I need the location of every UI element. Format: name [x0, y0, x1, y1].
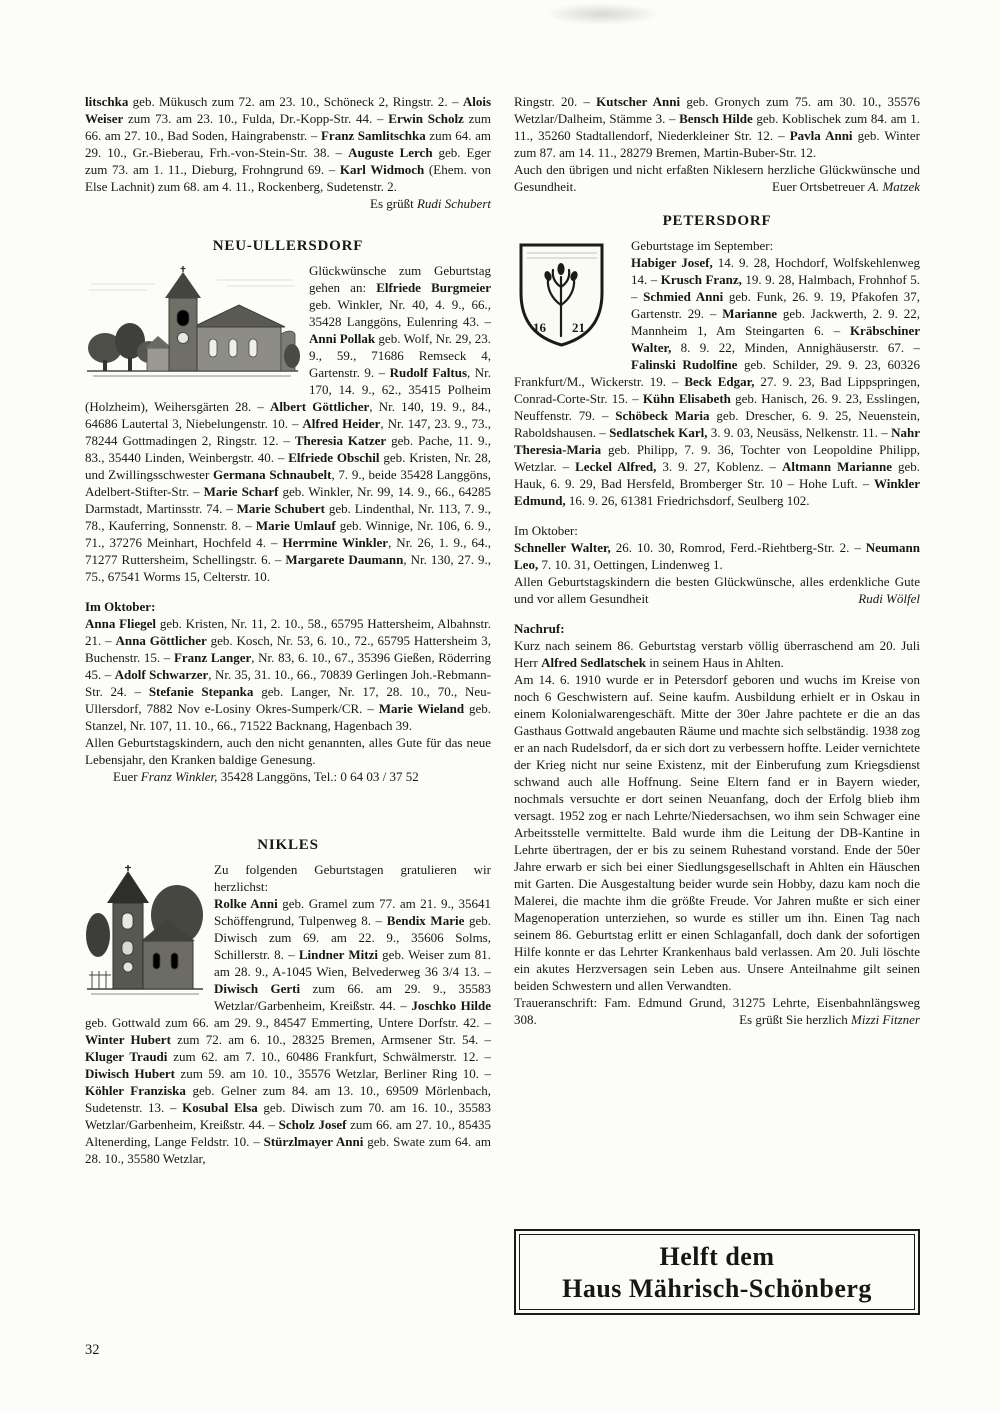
nachruf-paragraph-2: Am 14. 6. 1910 wurde er in Petersdorf geboren und wuchs im Kreise von noch 6 Geschwistern auf. Seine kaufm. Ausbildung erhielt er in Oskau in einem Kolonialwarengeschäft. Mitte der 30er Jahre pachtete er die an das Gasthaus Gottwald angebauten Räume und machte sich selbständig. 1938 zog er an nach Rudelsdorf, da er sich dort zu verbessern hoffte. Leider vernichtete der Krieg nicht nur seine Existenz, mit der Einberufung zum Kriegsdienst schwand auch alle Hoffnung. Seine Eltern fand er in Bayern wieder, nochmals versuchte er dort seinen Neuanfang, doch der Erfolg blieb ihm versagt. 1952 zog er nach Lehrte/Niedersachsen, wo ihm sein Schwager eine Arbeitsstelle vermittelte. Bald wurde ihm die Leitung der DB-Kantine in Lehrte übertragen, der er bis zu seinem Ruhestand vorstand. Ende der 50er Jahre erwarb er sich bei einer Siedlungsgesellschaft in Ahlten ein Häuschen mit Garten. Die Ausgestaltung beider wurde sein Hobby, dazu kam noch die Malerei, die machte ihm die größte Freude. Vor Jahren mußte er sich einer Magenoperation unterziehen, so wurde es stiller um ihn. Einen Tag nach seinem 86. Geburtstag erlitt er einen Schlaganfall, doch dank der sofortigen Hilfe konnte er das Lehrter Krankenhaus bald verlassen. Am 20. Juli löschte ein akutes Herzversagen sein Leben aus. Unsere Anteilnahme gilt seinen beiden Schwestern und allen Verwandten.	[514, 672, 920, 993]
section-title-neu-ullersdorf: NEU-ULLERSDORF	[212, 238, 364, 254]
nikles-church-image	[85, 863, 205, 1002]
petersdorf-signature: Rudi Wölfel	[858, 591, 920, 606]
petersdorf-september-list: Habiger Josef, 14. 9. 28, Hochdorf, Wolfskehlenweg 14. – Krusch Franz, 19. 9. 28, Halmbach, Frohnhof 5. – Schmied Anni geb. Funk, 26. 9. 19, Pfakofen 37, Gartenstr. 29. – Marianne geb. Jackwerth, 2. 9. 22, Mannheim 1, Am Steingarten 6. – Kräbschiner Walter, 8. 9. 22, Minden, Annighäuserstr. 67. – Falinski Rudolfine geb. Schilder, 29. 9. 23, 60326 Frankfurt/M., Wickerstr. 19. – Beck Edgar, 27. 9. 23, Bad Lippspringen, Conrad-Corte-Str. 15. – Kühn Elisabeth geb. Hanisch, 26. 9. 23, Esslingen, Neuffenstr. 79. – Schöbeck Maria geb. Drescher, 6. 9. 25, Neuenstein, Raboldshausen. – Sedlatschek Karl, 3. 9. 03, Neusäss, Nelkenstr. 11. – Nahr Theresia-Maria geb. Philipp, 7. 9. 36, Tochter von Leopoldine Philipp, Wetzlar. – Leckel Alfred, 3. 9. 27, Koblenz. – Altmann Marianne geb. Hauk, 6. 9. 29, Bad Hersfeld, Bromberger Str. 10 – Hohe Luft. – Winkler Edmund, 16. 9. 26, 61381 Friedrichsdorf, Seulberg 102.	[514, 255, 921, 508]
carryover-paragraph: litschka geb. Mükusch zum 72. am 23. 10., Schöneck 2, Ringstr. 2. – Alois Weiser zum 73. am 23. 10., Fulda, Dr.-Kopp-Str. 44. – Erwin Scholz zum 66. am 27. 10., Bad Soden, Haingrabenstr. – Franz Samlitschka zum 64. am 29. 10., Gr.-Bieberau, Frh.-von-Stein-Str. 38. – Auguste Lerch geb. Eger zum 73. am 1. 11., Dieburg, Frohngrund 69. – Karl Widmoch (Ehem. von Else Lachnit) zum 68. am 4. 11., Rockenberg, Sudetenstr. 2.	[85, 94, 492, 194]
petersdorf-october-label: Im Oktober:	[514, 523, 578, 538]
nachruf-title: Nachruf:	[514, 621, 565, 636]
nikles-signature: Euer Ortsbetreuer A. Matzek	[772, 179, 920, 194]
help-appeal-box-inner	[519, 1234, 915, 1310]
appeal-line-2: Haus Mährisch-Schönberg	[562, 1273, 872, 1303]
right-column	[514, 93, 920, 1028]
section-neu-ullersdorf	[85, 238, 491, 785]
crest-year-right: 21	[572, 320, 585, 335]
church-engraving-icon	[85, 264, 300, 382]
section-petersdorf	[514, 213, 920, 607]
nachruf-signature: Es grüßt Sie herzlich Mizzi Fitzner	[739, 1012, 920, 1027]
section-title-nikles: NIKLES	[257, 837, 319, 853]
nikles-birthday-list-part2: Ringstr. 20. – Kutscher Anni geb. Gronych zum 75. am 30. 10., 35576 Wetzlar/Dalheim, Stämme 3. – Bensch Hilde geb. Koblischek zum 84. am 1. 11., 35260 Stadtallendorf, Niederkleiner Str. 12. – Pavla Anni geb. Winter zum 87. am 14. 11., 28279 Bremen, Martin-Buber-Str. 12.	[514, 94, 921, 160]
crest-year-left: 16	[533, 320, 546, 335]
neu-ullersdorf-september-list: Glückwünsche zum Geburtstag gehen an: Elfriede Burgmeier geb. Winkler, Nr. 40, 4. 9., 66., 35428 Langgöns, Eulenring 43. – Anni Pollak geb. Wolf, Nr. 29, 23. 9., 59., 71686 Remseck 4, Gartenstr. 9. – Rudolf Faltus, Nr. 170, 14. 9., 62., 35415 Polheim (Holzheim), Weihersgärten 28. – Albert Göttlicher, Nr. 140, 19. 9., 84., 64686 Lautertal 3, Niebelungenstr. 10. – Alfred Heider, Nr. 147, 23. 9., 73., 78244 Gottmadingen 2, Ringstr. 12. – Theresia Katzer geb. Pache, 11. 9., 83., 35440 Linden, Weinbergstr. 40. – Elfriede Obschil geb. Kristen, Nr. 28, und Zwillingsschwester Germana Schnaubelt, 7. 9., beide 35428 Langgöns, Adelbert-Stifter-Str. – Marie Scharf geb. Winkler, Nr. 99, 14. 9., 66., 64285 Darmstadt, Martinsstr. 74. – Marie Schubert geb. Lindenthal, Nr. 113, 7. 9., 78., Kauferring, Sonnenstr. 8. – Marie Umlauf geb. Winnige, Nr. 106, 6. 9., 71., 37276 Meinhart, Hochfeld 4. – Herrmine Winkler, Nr. 26, 1. 9., 64., 71277 Ruttersheim, Schellingstr. 6. – Margarete Daumann, Nr. 130, 27. 9., 75., 67541 Worms 15, Celterstr. 10.	[85, 263, 492, 584]
petersdorf-september-label: Geburtstage im September:	[631, 238, 774, 253]
neu-ullersdorf-contact: Euer Franz Winkler, 35428 Langgöns, Tel.: 0 64 03 / 37 52	[113, 769, 419, 784]
help-appeal-box	[514, 1229, 920, 1315]
page-number: 32	[85, 1342, 100, 1358]
neu-ullersdorf-october-label: Im Oktober:	[85, 599, 156, 614]
neu-ullersdorf-closing: Allen Geburtstagskindern, auch den nicht genannten, alles Gute für das neue Lebensjahr, den Kranken baldige Genesung.	[85, 735, 491, 767]
section-title-petersdorf: PETERSDORF	[662, 213, 772, 229]
neu-ullersdorf-october-list: Anna Fliegel geb. Kristen, Nr. 11, 2. 10., 58., 65795 Hattersheim, Albahnstr. 21. – Anna Göttlicher geb. Kosch, Nr. 53, 6. 10., 72., 65795 Hattersheim 3, Buchenstr. 15. – Franz Langer, Nr. 83, 6. 10., 67., 35396 Gießen, Röderring 45. – Adolf Schwarzer, Nr. 35, 31. 10., 66., 70839 Gerlingen Joh.-Rebmann-Str. 24. – Stefanie Stepanka geb. Langer, Nr. 17, 28. 10., 70., Neu-Ullersdorf, 7882 Nov e-Losiny Okres-Sumperk/CR. – Marie Wieland geb. Stanzel, Nr. 107, 11. 10., 66., 71522 Backnang, Hagenbach 39.	[85, 616, 492, 733]
carryover-signature: Es grüßt Rudi Schubert	[370, 196, 491, 211]
nikles-closing: Auch den übrigen und nicht erfaßten Niklesern herzliche Glückwünsche und Gesundheit.	[514, 162, 920, 194]
appeal-line-1: Helft dem	[659, 1241, 775, 1271]
neu-ullersdorf-church-image	[85, 264, 300, 386]
scan-artifact	[545, 3, 660, 25]
section-nachruf	[514, 620, 920, 1028]
left-column	[85, 93, 491, 1167]
petersdorf-october-list: Schneller Walter, 26. 10. 30, Romrod, Ferd.-Riehtberg-Str. 2. – Neumann Leo, 7. 10. 31, Oettingen, Lindenweg 1.	[514, 540, 920, 572]
nachruf-address: Traueranschrift: Fam. Edmund Grund, 31275 Lehrte, Eisenbahnlängsweg 308.	[514, 995, 920, 1027]
church-engraving-icon	[85, 863, 205, 998]
nachruf-paragraph-1: Kurz nach seinem 86. Geburtstag verstarb völlig überraschend am 20. Juli Herr Alfred Sedlatschek in seinem Haus in Ahlten.	[514, 638, 920, 670]
section-nikles	[85, 837, 491, 1167]
shield-crest-icon	[514, 239, 609, 351]
petersdorf-closing: Allen Geburtstagskindern die besten Glückwünsche, alles erdenkliche Gute und vor allem Gesundheit	[514, 574, 920, 606]
petersdorf-coat-of-arms	[514, 239, 609, 355]
nikles-birthday-list-part1: Rolke Anni geb. Gramel zum 77. am 21. 9., 35641 Schöffengrund, Tulpenweg 8. – Bendix Marie geb. Diwisch zum 69. am 22. 9., 35606 Solms, Schillerstr. 8. – Lindner Mitzi geb. Weiser zum 81. am 28. 9., A-1045 Wien, Belvederweg 36 3/4 13. – Diwisch Gerti zum 66. am 29. 9., 35583 Wetzlar/Garbenheim, Kreißstr. 44. – Joschko Hilde geb. Gottwald zum 66. am 29. 9., 84547 Emmerting, Untere Dorfstr. 42. – Winter Hubert zum 72. am 6. 10., 28325 Bremen, Armsener Str. 54. – Kluger Traudi zum 62. am 7. 10., 60486 Frankfurt, Schwälmerstr. 12. – Diwisch Hubert zum 59. am 10. 10., 35576 Wetzlar, Berliner Ring 10. – Köhler Franziska geb. Gelner zum 84. am 13. 10., 69509 Mörlenbach, Sudetenstr. 13. – Kosubal Elsa geb. Diwisch zum 70. am 16. 10., 35583 Wetzlar/Garbenheim, Kreißstr. 44. – Scholz Josef zum 66. am 27. 10., 85435 Altenerding, Lange Feldstr. 10. – Stürzlmayer Anni geb. Swate zum 64. am 28. 10., 35580 Wetzlar,	[85, 896, 492, 1166]
nikles-intro: Zu folgenden Geburtstagen gratulieren wir herzlichst:	[214, 862, 491, 894]
